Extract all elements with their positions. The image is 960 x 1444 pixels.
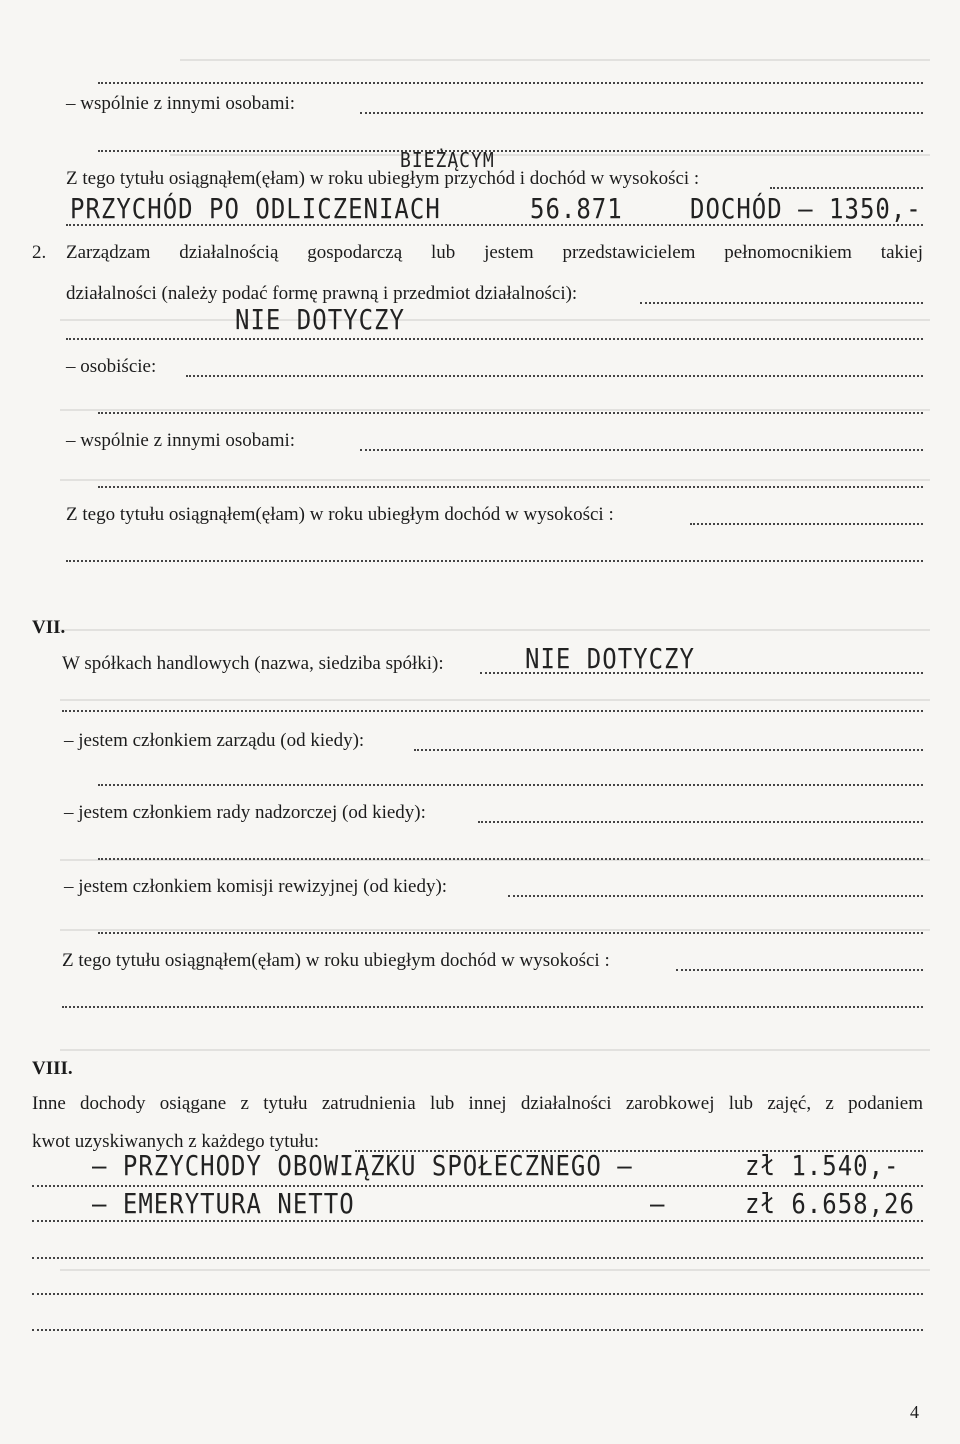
wspolnie-label: – wspólnie z innymi osobami:: [66, 430, 296, 451]
dochod-label: Z tego tytułu osiągnąłem(ęłam) w roku ubiegłym dochód w wysokości :: [66, 504, 614, 525]
section-viii-text-line1: Inne dochody osiągane z tytułu zatrudnienia lub innej działalności zarobkowej lub zajęć, z podaniem: [32, 1093, 923, 1114]
answer-dotted-line[interactable]: [32, 1293, 923, 1295]
answer-dotted-line[interactable]: [414, 749, 923, 751]
answer-dotted-line[interactable]: [478, 821, 923, 823]
answer-dotted-line[interactable]: [360, 112, 923, 114]
answer-dotted-line[interactable]: [98, 82, 923, 84]
answer-dotted-line[interactable]: [32, 1185, 923, 1187]
handwritten-biezacym: BIEŻĄCYM: [400, 148, 495, 173]
item-2-text-line2: działalności (należy podać formę prawną i przedmiot działalności):: [66, 283, 578, 304]
zarzad-label: – jestem członkiem zarządu (od kiedy):: [64, 730, 365, 751]
handwritten-income-row2-value: zł 6.658,26: [745, 1187, 915, 1221]
handwritten-income-row2-label: – EMERYTURA NETTO: [92, 1187, 355, 1221]
page-number: 4: [910, 1402, 919, 1422]
dochod-label: Z tego tytułu osiągnąłem(ęłam) w roku ubiegłym dochód w wysokości :: [62, 950, 610, 971]
answer-dotted-line[interactable]: [66, 338, 923, 340]
answer-dotted-line[interactable]: [32, 1220, 923, 1222]
spolki-label: W spółkach handlowych (nazwa, siedziba spółki):: [62, 653, 444, 674]
item-2-number: 2.: [32, 242, 47, 263]
answer-dotted-line[interactable]: [640, 302, 923, 304]
answer-dotted-line[interactable]: [32, 1257, 923, 1259]
answer-dotted-line[interactable]: [98, 784, 923, 786]
handwritten-przychod-value: 56.871: [530, 192, 623, 226]
handwritten-dochod: DOCHÓD – 1350,-: [690, 192, 922, 226]
answer-dotted-line[interactable]: [676, 969, 923, 971]
rada-label: – jestem członkiem rady nadzorczej (od kiedy):: [64, 802, 426, 823]
answer-dotted-line[interactable]: [690, 523, 923, 525]
section-vii-label: VII.: [32, 617, 66, 638]
answer-dotted-line[interactable]: [66, 224, 923, 226]
handwritten-przychod: PRZYCHÓD PO ODLICZENIACH: [70, 192, 441, 226]
section-viii-text-line2: kwot uzyskiwanych z każdego tytułu:: [32, 1131, 320, 1152]
answer-dotted-line[interactable]: [62, 1006, 923, 1008]
handwritten-income-row1-value: zł 1.540,-: [745, 1149, 900, 1183]
item-2-text-line1: Zarządzam działalnością gospodarczą lub jestem przedstawicielem pełnomocnikiem takiej: [66, 242, 923, 263]
answer-dotted-line[interactable]: [62, 710, 923, 712]
answer-dotted-line[interactable]: [32, 1329, 923, 1331]
osobiscie-label: – osobiście:: [66, 356, 157, 377]
handwritten-nie-dotyczy: NIE DOTYCZY: [235, 303, 405, 337]
answer-dotted-line[interactable]: [508, 895, 923, 897]
answer-dotted-line[interactable]: [98, 412, 923, 414]
answer-dotted-line[interactable]: [66, 560, 923, 562]
answer-dotted-line[interactable]: [98, 150, 923, 152]
przychod-label: Z tego tytułu osiągnąłem(ęłam) w roku ubiegłym przychód i dochód w wysokości :: [66, 168, 700, 189]
handwritten-income-row1-label: – PRZYCHODY OBOWIĄZKU SPOŁECZNEGO –: [92, 1149, 633, 1183]
answer-dotted-line[interactable]: [98, 932, 923, 934]
answer-dotted-line[interactable]: [360, 449, 923, 451]
komisja-label: – jestem członkiem komisji rewizyjnej (od kiedy):: [64, 876, 448, 897]
wspolnie-label: – wspólnie z innymi osobami:: [66, 93, 296, 114]
section-viii-label: VIII.: [32, 1058, 73, 1079]
answer-dotted-line[interactable]: [186, 375, 923, 377]
answer-dotted-line[interactable]: [770, 187, 923, 189]
handwritten-dash: –: [650, 1187, 666, 1221]
handwritten-nie-dotyczy: NIE DOTYCZY: [525, 642, 695, 676]
answer-dotted-line[interactable]: [98, 858, 923, 860]
answer-dotted-line[interactable]: [98, 486, 923, 488]
